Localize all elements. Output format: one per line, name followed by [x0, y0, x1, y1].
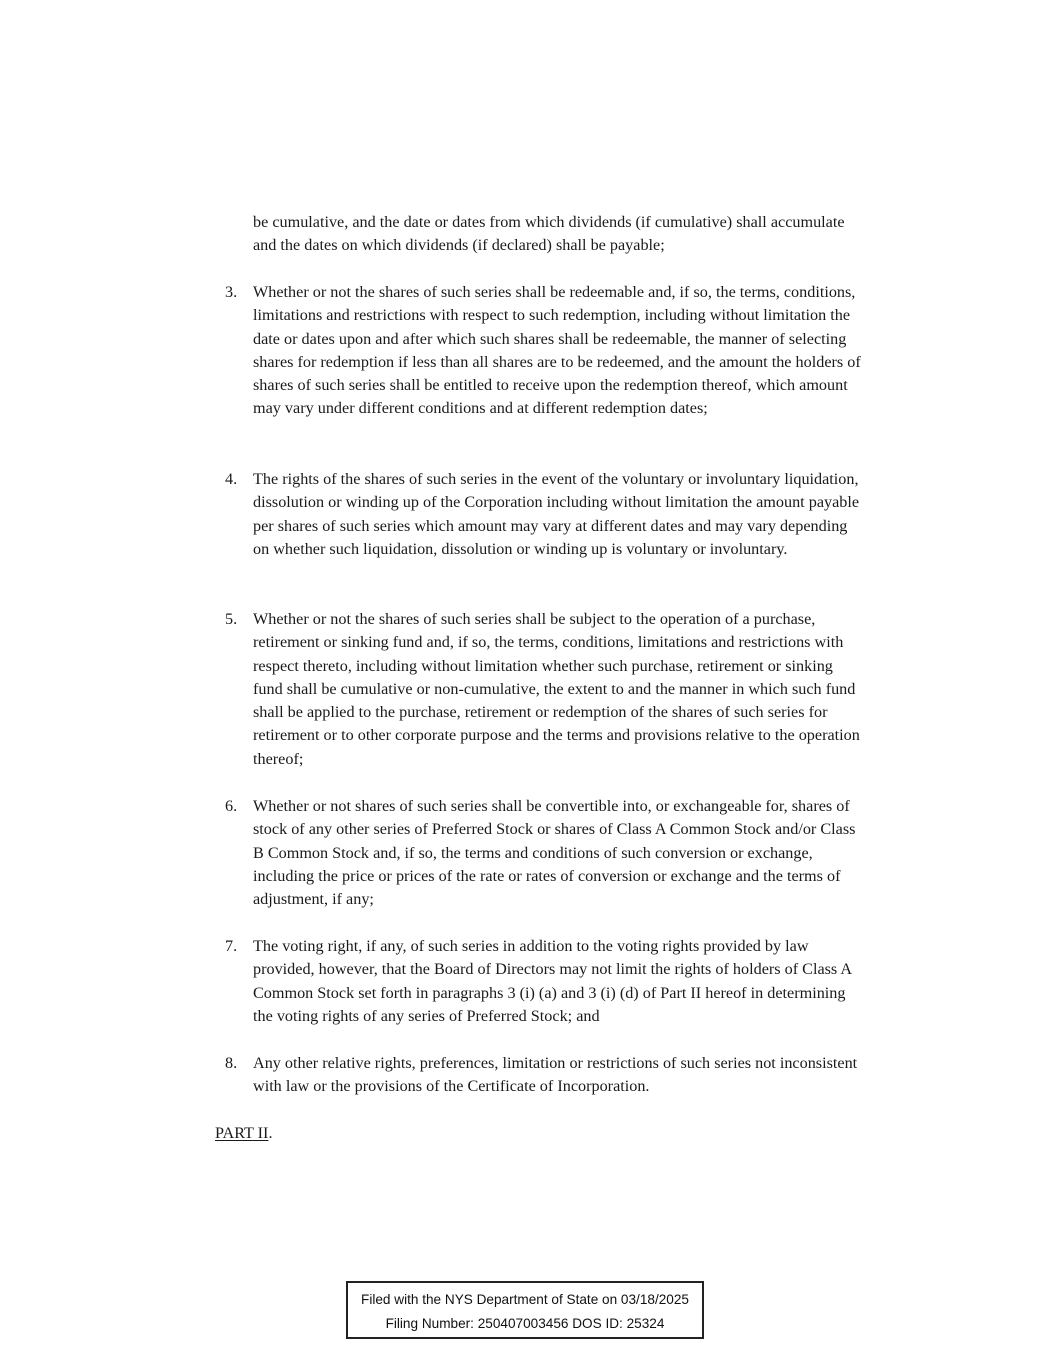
list-item-text: The rights of the shares of such series in the event of the voluntary or involuntary liquidation, dissolution or winding up of the Corporation including without limitation the amount payable per shares of such series which amount may vary at different dates and may vary depending on whether such liquidation, dissolution or winding up is voluntary or involuntary. [253, 470, 860, 558]
list-item-text: Any other relative rights, preferences, limitation or restrictions of such series not inconsistent with law or the provisions of the Certificate of Incorporation. [253, 1054, 858, 1096]
list-item-number: 7. [225, 937, 238, 955]
part-heading-period: . [268, 1124, 273, 1142]
filing-stamp-number-line: Filing Number: 250407003456 DOS ID: 25324 [385, 1316, 665, 1331]
list-item-text: Whether or not shares of such series shall be convertible into, or exchangeable for, shares of stock of any other series of Preferred Stock or shares of Class A Common Stock and/or Class B Common Stock and, if so, the terms and conditions of such conversion or exchange, including the price or prices of the rate or rates of conversion or exchange and the terms of adjustment, if any; [253, 797, 856, 909]
filing-stamp [346, 1281, 704, 1339]
list-item-7 [225, 935, 863, 1028]
continuation-paragraph: be cumulative, and the date or dates from which dividends (if cumulative) shall accumulate and the dates on which dividends (if declared) shall be payable; [253, 213, 845, 255]
list-item-text: The voting right, if any, of such series in addition to the voting rights provided by law provided, however, that the Board of Directors may not limit the rights of holders of Class A Common Stock set forth in paragraphs 3 (i) (a) and 3 (i) (d) of Part II hereof in determining the voting rights of any series of Preferred Stock; and [253, 937, 852, 1025]
list-item-number: 5. [225, 610, 238, 628]
part-heading-label: PART II [215, 1124, 269, 1142]
list-item-5 [225, 608, 863, 771]
list-item-number: 4. [225, 470, 238, 488]
list-item-4 [225, 468, 863, 561]
filing-stamp-date-line: Filed with the NYS Department of State on 03/18/2025 [361, 1292, 689, 1307]
list-item-number: 6. [225, 797, 238, 815]
list-item-number: 8. [225, 1054, 238, 1072]
list-item-3 [225, 281, 863, 421]
list-item-number: 3. [225, 283, 238, 301]
list-item-text: Whether or not the shares of such series shall be subject to the operation of a purchase, retirement or sinking fund and, if so, the terms, conditions, limitations and restrictions with respect thereto, including without limitation whether such purchase, retirement or sinking fund shall be cumulative or non-cumulative, the extent to and the manner in which such fund shall be applied to the purchase, retirement or redemption of the shares of such series for retirement or to other corporate purpose and the terms and provisions relative to the operation thereof; [253, 610, 860, 768]
part-heading [215, 1122, 273, 1145]
list-item-text: Whether or not the shares of such series shall be redeemable and, if so, the terms, conditions, limitations and restrictions with respect to such redemption, including without limitation the date or dates upon and after which such shares shall be redeemable, the manner of selecting shares for redemption if less than all shares are to be redeemed, and the amount the holders of shares of such series shall be entitled to receive upon the redemption thereof, which amount may vary under different conditions and at different redemption dates; [253, 283, 861, 418]
list-item-6 [225, 795, 863, 911]
list-item-8 [225, 1052, 863, 1099]
